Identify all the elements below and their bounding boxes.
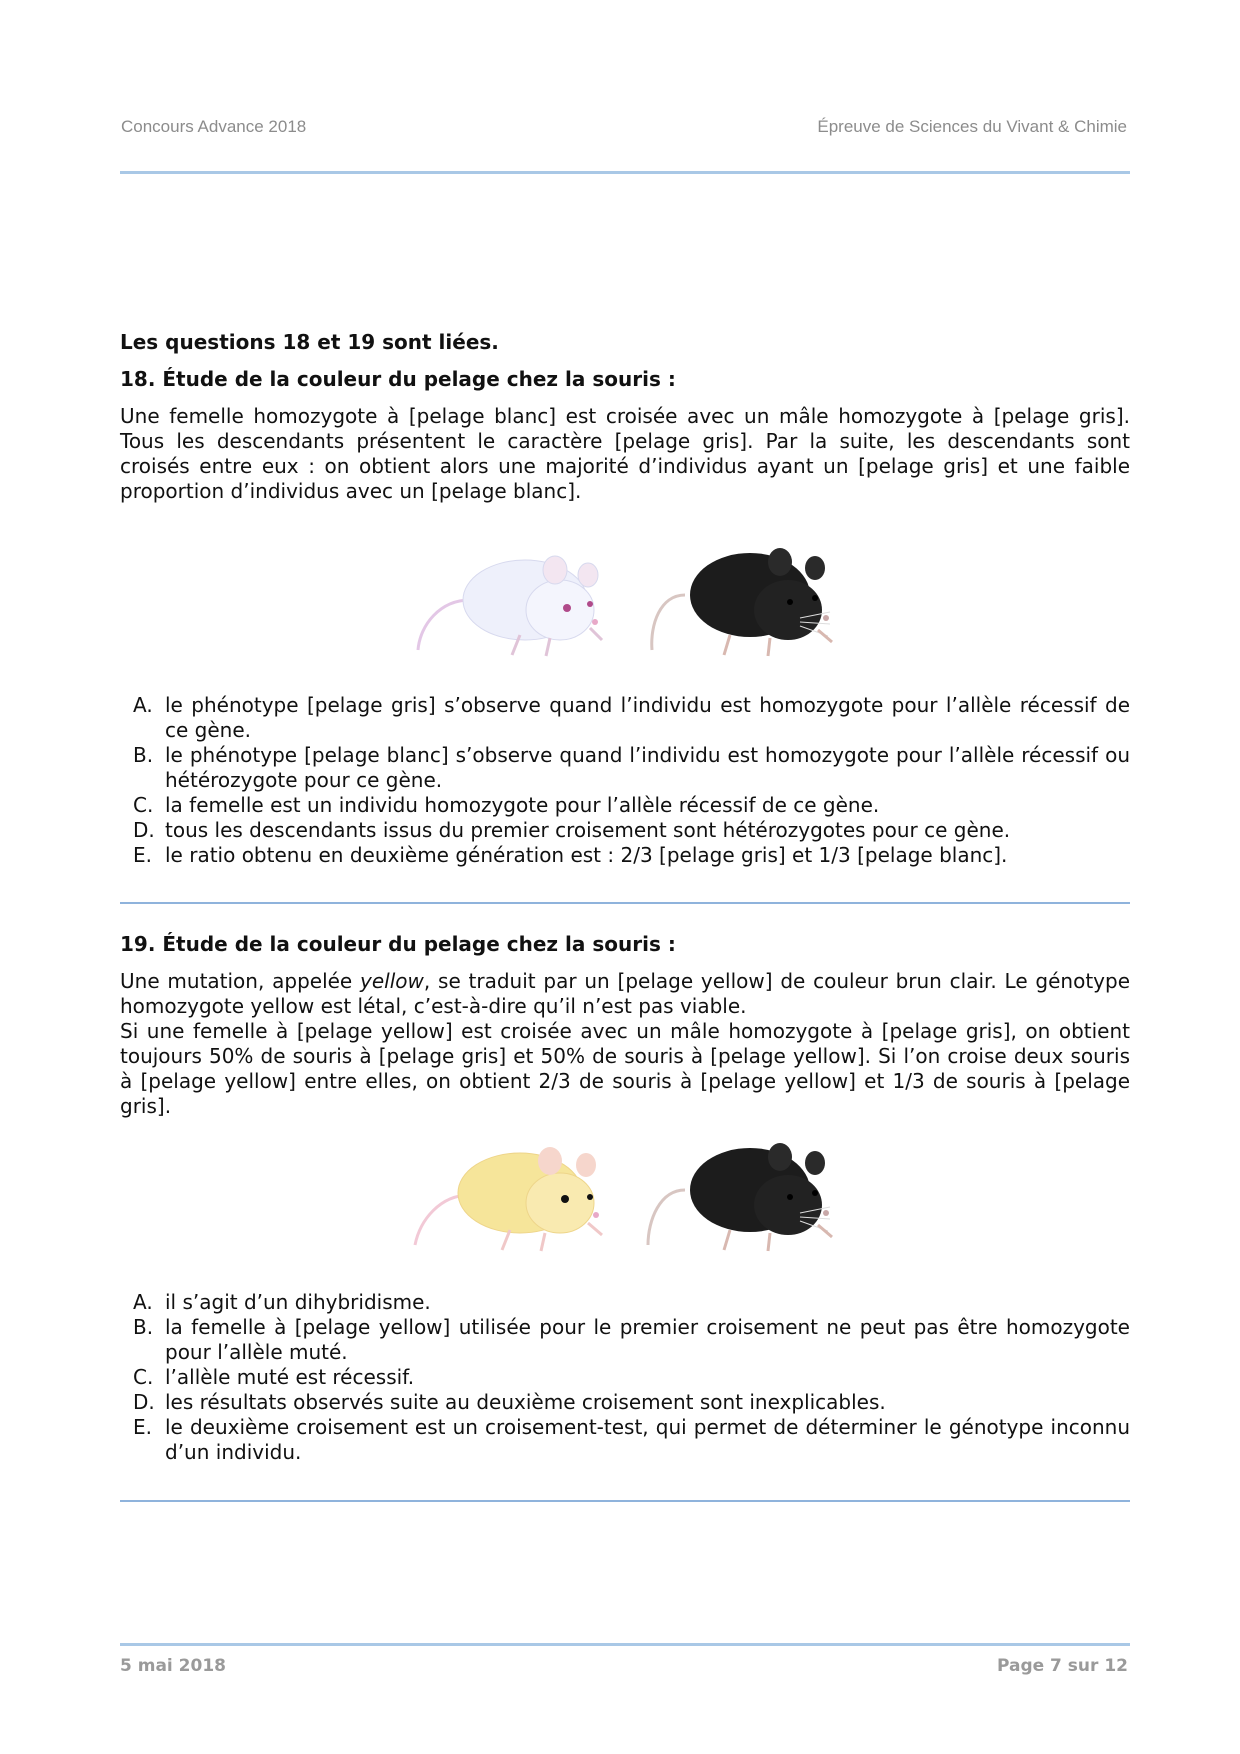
question-18-statement: Une femelle homozygote à [pelage blanc] est croisée avec un mâle homozygote à [pelage gris]. Tous les descendants présentent le caractère [pelage gris]. Par la suite, les descendants sont croisés entre eux : on obtient alors une majorité d’individus ayant un [pelage gris] et une faible proportion d’individus avec un [pelage blanc]. bbox=[120, 404, 1130, 503]
header-exam-name: Concours Advance 2018 bbox=[121, 117, 307, 136]
question-19-title: 19. Étude de la couleur du pelage chez la souris : bbox=[120, 932, 676, 956]
option-19-b[interactable]: B. la femelle à [pelage yellow] utilisée pour le premier croisement ne peut pas être homozygote pour l’allèle muté. bbox=[133, 1315, 1130, 1364]
option-18-d[interactable]: D. tous les descendants issus du premier croisement sont hétérozygotes pour ce gène. bbox=[133, 818, 1011, 842]
option-19-c[interactable]: C. l’allèle muté est récessif. bbox=[133, 1365, 415, 1389]
option-18-b[interactable]: B. le phénotype [pelage blanc] s’observe quand l’individu est homozygote pour l’allèle récessif ou hétérozygote pour ce gène. bbox=[133, 743, 1130, 792]
option-18-c[interactable]: C. la femelle est un individu homozygote pour l’allèle récessif de ce gène. bbox=[133, 793, 880, 817]
option-19-a[interactable]: A. il s’agit d’un dihybridisme. bbox=[133, 1290, 431, 1314]
yellow-mouse-illustration bbox=[415, 1147, 602, 1251]
header-divider bbox=[120, 171, 1130, 174]
question-19 bbox=[120, 932, 1130, 1119]
black-mouse-illustration-2 bbox=[648, 1143, 832, 1251]
option-19-e[interactable]: E. le deuxième croisement est un croisement-test, qui permet de déterminer le génotype inconnu d’un individu. bbox=[133, 1415, 1130, 1464]
question-19-statement-1: Une mutation, appelée yellow, se traduit par un [pelage yellow] de couleur brun clair. Le génotype homozygote yellow est létal, c’est-à-dire qu’il n’est pas viable. bbox=[120, 969, 1131, 1018]
black-mouse-illustration bbox=[652, 548, 832, 656]
question-18-title: 18. Étude de la couleur du pelage chez la souris : bbox=[120, 367, 676, 391]
figure-yellow-and-black-mice bbox=[410, 1135, 840, 1255]
footer-divider bbox=[120, 1643, 1130, 1646]
option-19-d[interactable]: D. les résultats observés suite au deuxième croisement sont inexplicables. bbox=[133, 1390, 886, 1414]
question-19-statement-2: Si une femelle à [pelage yellow] est croisée avec un mâle homozygote à [pelage gris], on obtient toujours 50% de souris à [pelage gris] et 50% de souris à [pelage yellow]. Si l’on croise deux souris à [pelage yellow] entre elles, on obtient 2/3 de souris à [pelage yellow] et 1/3 de souris à [pelage gris]. bbox=[120, 1019, 1130, 1118]
linked-questions-note: Les questions 18 et 19 sont liées. bbox=[120, 330, 499, 354]
option-18-e[interactable]: E. le ratio obtenu en deuxième génération est : 2/3 [pelage gris] et 1/3 [pelage blanc]. bbox=[133, 843, 1008, 867]
question-19-options bbox=[120, 1290, 1130, 1465]
footer-date: 5 mai 2018 bbox=[120, 1656, 226, 1676]
section-divider-19 bbox=[120, 1500, 1130, 1502]
footer-page-number: Page 7 sur 12 bbox=[996, 1656, 1128, 1676]
question-18 bbox=[120, 367, 1130, 504]
white-mouse-illustration bbox=[418, 556, 602, 656]
figure-white-and-black-mice bbox=[410, 540, 840, 660]
option-18-a[interactable]: A. le phénotype [pelage gris] s’observe quand l’individu est homozygote pour l’allèle récessif de ce gène. bbox=[133, 693, 1130, 742]
question-18-options bbox=[120, 693, 1130, 868]
section-divider-18 bbox=[120, 902, 1130, 904]
header-subject: Épreuve de Sciences du Vivant & Chimie bbox=[817, 117, 1127, 136]
